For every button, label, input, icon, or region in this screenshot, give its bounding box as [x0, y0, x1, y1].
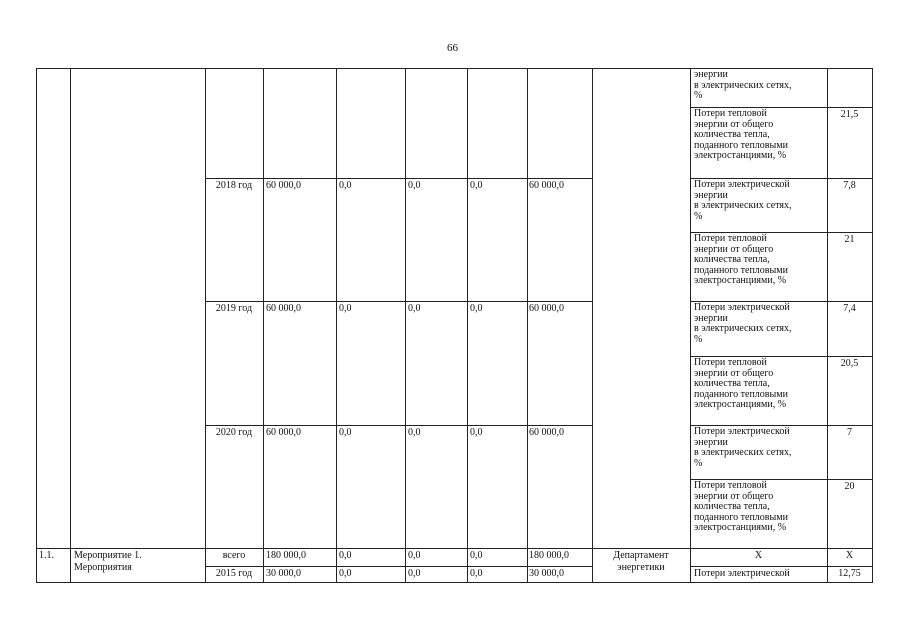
table-column-line	[872, 68, 873, 582]
year-label: 2018 год	[215, 180, 253, 191]
indicator-text: Потери тепловой энергии от общего количества тепла, поданного тепловыми электростанциями, %	[694, 480, 788, 534]
indicator-value: 7,4	[843, 303, 856, 314]
amount-cell: 0,0	[470, 303, 483, 314]
indicator-value: 20,5	[840, 358, 859, 369]
indicator-value: 12,75	[838, 568, 861, 579]
indicator-text: Потери тепловой энергии от общего количества тепла, поданного тепловыми электростанциями, %	[694, 233, 788, 287]
amount-cell: 0,0	[408, 303, 421, 314]
table-column-line	[36, 68, 37, 582]
indicator-text: Потери тепловой энергии от общего количества тепла, поданного тепловыми электростанциями, %	[694, 357, 788, 411]
measure-number: 1.1.	[39, 550, 54, 561]
page-number: 66	[447, 42, 458, 54]
amount-cell: 0,0	[470, 550, 483, 561]
amount-total: 60 000,0	[266, 427, 301, 438]
indicator-text: Потери электрической энергии в электрических сетях, %	[694, 426, 792, 469]
table-column-line	[527, 68, 528, 582]
indicator-text: Потери электрической энергии в электрических сетях, %	[694, 302, 792, 345]
table-column-line	[70, 68, 71, 582]
indicator-value: 21,5	[840, 109, 859, 120]
amount-total: 60 000,0	[266, 180, 301, 191]
indicator-value: 20	[844, 481, 855, 492]
amount-total: 30 000,0	[266, 568, 301, 579]
amount-cell: 60 000,0	[529, 303, 564, 314]
indicator-value: X	[845, 550, 854, 561]
table-column-line	[467, 68, 468, 582]
year-row-line	[205, 178, 592, 179]
amount-cell: 0,0	[470, 427, 483, 438]
year-label: 2020 год	[215, 427, 253, 438]
amount-total: 60 000,0	[266, 303, 301, 314]
table-column-line	[690, 68, 691, 582]
amount-cell: 0,0	[408, 568, 421, 579]
amount-cell: 60 000,0	[529, 180, 564, 191]
indicator-text: X	[754, 550, 763, 561]
table-column-line	[205, 68, 206, 582]
year-label: 2019 год	[215, 303, 253, 314]
amount-cell: 180 000,0	[529, 550, 569, 561]
measure-subrow-line	[205, 566, 592, 567]
table-column-line	[405, 68, 406, 582]
measure-subrow-line	[690, 566, 872, 567]
measure-name: Мероприятия	[74, 562, 132, 573]
indicator-text: Потери электрической энергии в электрических сетях, %	[694, 179, 792, 222]
table-border-bottom	[36, 582, 873, 583]
indicator-text: энергии в электрических сетях, %	[694, 69, 792, 102]
amount-cell: 0,0	[408, 427, 421, 438]
amount-cell: 0,0	[339, 550, 352, 561]
amount-cell: 0,0	[339, 303, 352, 314]
indicator-value: 7	[847, 427, 852, 438]
year-row-line	[205, 301, 592, 302]
amount-cell: 0,0	[339, 427, 352, 438]
amount-cell: 0,0	[470, 180, 483, 191]
indicator-value: 21	[844, 234, 855, 245]
executor-name: энергетики	[617, 562, 665, 573]
table-column-line	[336, 68, 337, 582]
table-column-line	[592, 68, 593, 582]
amount-cell: 0,0	[339, 180, 352, 191]
amount-cell: 30 000,0	[529, 568, 564, 579]
amount-cell: 0,0	[408, 180, 421, 191]
indicator-text: Потери тепловой энергии от общего количества тепла, поданного тепловыми электростанциями, %	[694, 108, 788, 162]
year-label: всего	[222, 550, 246, 561]
table-column-line	[263, 68, 264, 582]
year-row-line	[205, 425, 592, 426]
amount-cell: 60 000,0	[529, 427, 564, 438]
indicator-value: 7,8	[843, 180, 856, 191]
amount-cell: 0,0	[339, 568, 352, 579]
amount-total: 180 000,0	[266, 550, 306, 561]
amount-cell: 0,0	[470, 568, 483, 579]
amount-cell: 0,0	[408, 550, 421, 561]
measure-name: Мероприятие 1.	[74, 550, 142, 561]
year-label: 2015 год	[215, 568, 253, 579]
indicator-text: Потери электрической	[694, 568, 790, 579]
executor-name: Департамент	[613, 550, 669, 561]
measure-row-line	[36, 548, 872, 549]
table-column-line	[827, 68, 828, 582]
